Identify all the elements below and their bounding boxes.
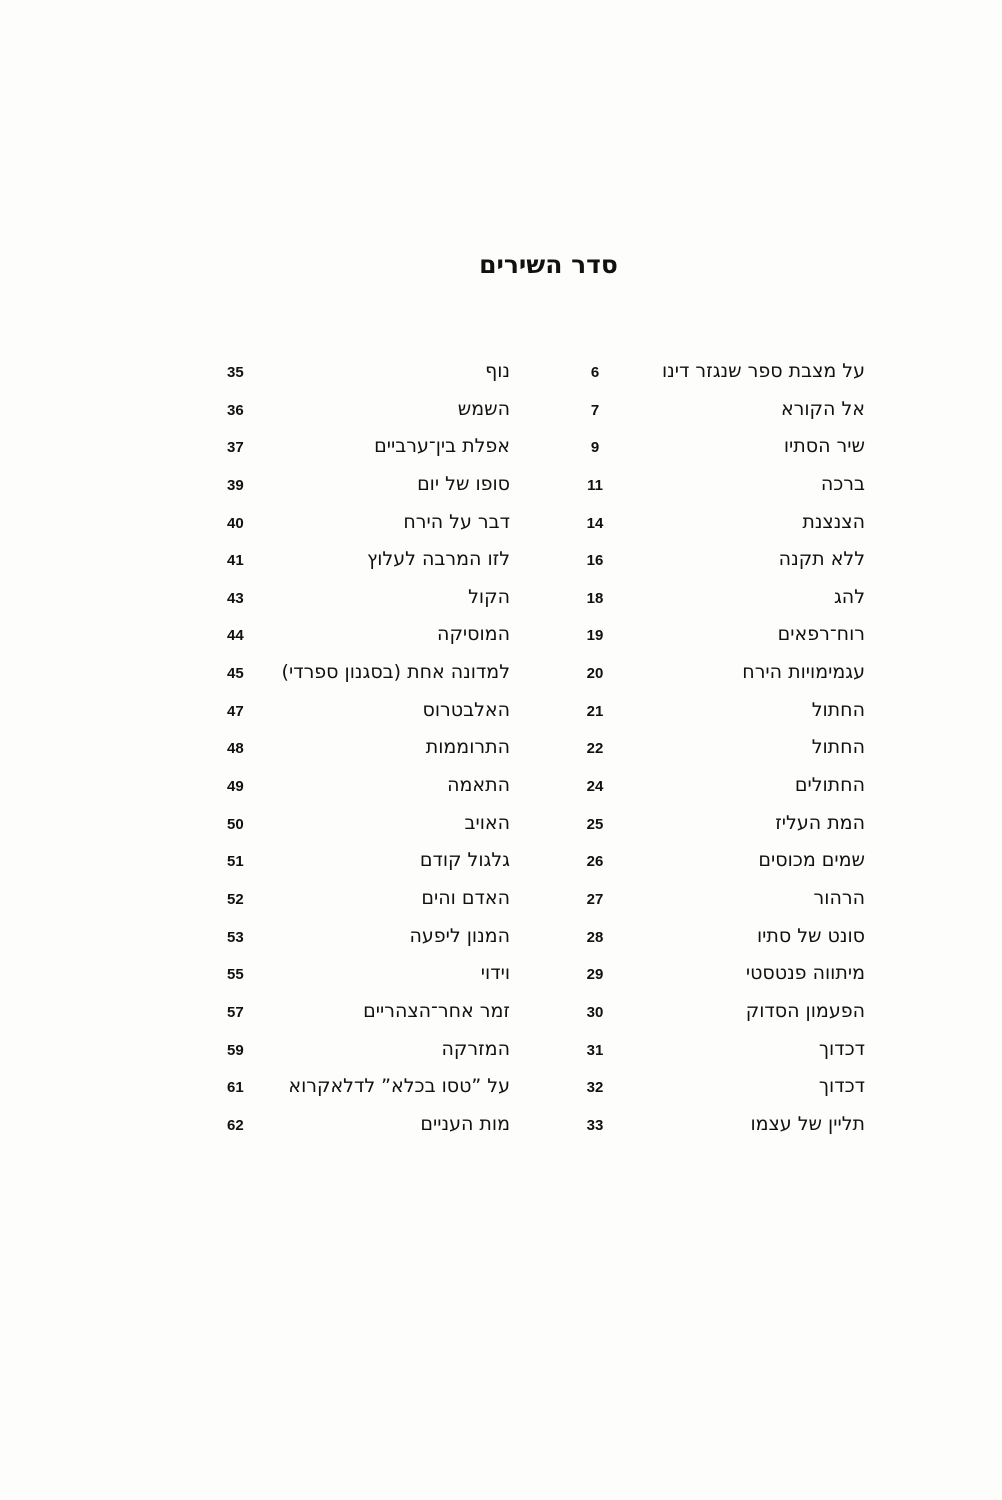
toc-entry-page-number: 36 [227, 401, 244, 419]
toc-entry [585, 770, 865, 808]
toc-entry-page-number: 25 [586, 815, 604, 833]
toc-entry-title: המת העליז [775, 811, 865, 834]
toc-entry-page-number: 31 [586, 1041, 604, 1059]
toc-entry [585, 431, 865, 469]
toc-entry [585, 1109, 865, 1147]
toc-entry [585, 356, 865, 394]
toc-entry-page-number: 11 [587, 476, 603, 494]
toc-entry-page-number: 53 [227, 928, 244, 946]
toc-entry-page-number: 49 [227, 778, 244, 796]
toc-entry-page-number: 20 [586, 665, 604, 683]
toc-entry-page-number: 43 [227, 589, 244, 607]
toc-entry-title: וידוי [480, 962, 510, 985]
toc-entry-title: סונט של סתיו [756, 924, 865, 947]
toc-entry [585, 732, 865, 770]
toc-entry [220, 1034, 510, 1072]
toc-entry-title: שיר הסתיו [783, 435, 865, 458]
toc-entry-page-number: 51 [227, 853, 244, 871]
toc-entry-title: שמים מכוסים [758, 849, 865, 872]
toc-entry-page-number: 24 [586, 778, 604, 796]
toc-entry-page-number: 47 [227, 702, 244, 720]
toc-entry-page-number: 19 [586, 627, 604, 645]
toc-entry-page-number: 48 [227, 740, 244, 758]
toc-entry-page-number: 33 [586, 1116, 604, 1134]
toc-entry [220, 883, 510, 921]
toc-entry-title: המוסיקה [437, 623, 510, 646]
toc-entry [220, 996, 510, 1034]
toc-entry [220, 695, 510, 733]
toc-entry-title: מות העניים [420, 1112, 510, 1135]
toc-entry [220, 958, 510, 996]
toc-entry-page-number: 18 [586, 589, 604, 607]
toc-entry [585, 394, 865, 432]
toc-entry [220, 356, 510, 394]
toc-entry [220, 394, 510, 432]
toc-entry-page-number: 28 [586, 928, 604, 946]
toc-entry-title: אל הקורא [780, 397, 865, 420]
toc-entry-title: לזו המרבה לעלוץ [367, 548, 510, 571]
toc-entry [220, 732, 510, 770]
toc-entry [220, 431, 510, 469]
toc-entry-title: זמר אחר־הצהריים [363, 999, 510, 1022]
toc-entry-title: השמש [457, 397, 510, 420]
toc-entry-page-number: 57 [227, 1003, 244, 1021]
toc-entry [585, 883, 865, 921]
toc-entry-title: החתולים [794, 774, 865, 797]
toc-entry [220, 808, 510, 846]
toc-entry-page-number: 21 [586, 702, 604, 720]
toc-entry [585, 996, 865, 1034]
toc-entry [585, 657, 865, 695]
toc-entry-page-number: 62 [227, 1116, 244, 1134]
toc-entry-title: התאמה [447, 774, 510, 797]
toc-entry-page-number: 14 [586, 514, 604, 532]
toc-entry [220, 770, 510, 808]
toc-entry-page-number: 41 [227, 552, 244, 570]
toc-entry-title: ברכה [820, 472, 865, 495]
toc-entry-page-number: 32 [586, 1079, 604, 1097]
toc-entry [585, 544, 865, 582]
toc-entry-page-number: 37 [227, 439, 244, 457]
toc-entry-title: המזרקה [441, 1037, 510, 1060]
toc-entry [585, 808, 865, 846]
toc-entry-page-number: 50 [227, 815, 244, 833]
toc-entry-title: להג [833, 585, 865, 608]
toc-entry [220, 845, 510, 883]
toc-entry [220, 1071, 510, 1109]
toc-entry [585, 958, 865, 996]
toc-entry-page-number: 35 [227, 364, 244, 381]
toc-entry [220, 921, 510, 959]
toc-entry-page-number: 59 [227, 1041, 244, 1059]
toc-entry-title: רוח־רפאים [777, 623, 865, 646]
toc-entry-title: על מצבת ספר שנגזר דינו [661, 360, 865, 382]
toc-entry-title: החתול [811, 736, 865, 759]
toc-entry-page-number: 27 [586, 890, 604, 908]
toc-entry-title: הרהור [813, 886, 865, 909]
toc-entry-title: האלבטרוס [422, 698, 510, 721]
toc-entry [220, 1109, 510, 1147]
toc-entry [585, 507, 865, 545]
toc-entry [585, 695, 865, 733]
toc-entry [220, 582, 510, 620]
toc-entry-title: סופו של יום [417, 472, 510, 495]
toc-entry-page-number: 39 [227, 476, 244, 494]
toc-entry-title: האדם והים [421, 886, 510, 909]
toc-entry [220, 619, 510, 657]
toc-entry-page-number: 40 [227, 514, 244, 532]
toc-entry-title: האויב [464, 811, 510, 834]
toc-entry [585, 619, 865, 657]
toc-entry-title: התרוממות [425, 736, 510, 759]
toc-entry-title: אפלת בין־ערביים [374, 435, 510, 458]
toc-entry [585, 845, 865, 883]
toc-entry [220, 544, 510, 582]
toc-entry [585, 1034, 865, 1072]
toc-entry-title: עגמימויות הירח [742, 661, 865, 684]
toc-entry-page-number: 22 [586, 740, 604, 758]
toc-entry [220, 507, 510, 545]
toc-entry-title: גלגול קודם [419, 849, 510, 872]
toc-entry [585, 469, 865, 507]
toc-column-left [220, 356, 510, 1146]
toc-entry [220, 469, 510, 507]
toc-entry-page-number: 44 [227, 627, 244, 645]
toc-entry-page-number: 9 [590, 439, 600, 457]
toc-entry-page-number: 61 [227, 1079, 244, 1097]
toc-entry-page-number: 7 [590, 401, 600, 419]
toc-entry-title: הקול [468, 585, 510, 608]
toc-entry-title: המנון ליפעה [409, 924, 510, 947]
toc-entry-title: על ”טסו בכלא” לדלאקרוא [288, 1075, 510, 1098]
toc-entry-page-number: 45 [227, 665, 244, 683]
toc-entry-title: ללא תקנה [778, 548, 865, 571]
toc-entry-title: מיתווה פנטסטי [745, 962, 865, 985]
toc-entry-page-number: 26 [586, 853, 604, 871]
toc-entry-page-number: 16 [586, 552, 604, 570]
toc-entry-title: תליין של עצמו [750, 1112, 865, 1135]
toc-entry-title: הפעמון הסדוק [745, 999, 865, 1022]
toc-entry-title: החתול [811, 698, 865, 721]
toc-entry [585, 582, 865, 620]
toc-entry [585, 1071, 865, 1109]
toc-entry-title: דבר על הירח [403, 510, 510, 533]
toc-entry-title: הצנצנת [802, 510, 865, 533]
toc-entry-page-number: 30 [586, 1003, 604, 1021]
toc-entry-title: דכדוך [818, 1037, 865, 1060]
toc-entry-title: דכדוך [818, 1075, 865, 1098]
toc-entry-page-number: 52 [227, 890, 244, 908]
page-title: סדר השירים [479, 250, 618, 279]
toc-column-right [585, 356, 865, 1146]
toc-entry-title: למדונה אחת (בסגנון ספרדי) [281, 661, 510, 684]
toc-entry [220, 657, 510, 695]
toc-entry [585, 921, 865, 959]
toc-entry-title: נוף [485, 360, 510, 382]
toc-entry-page-number: 6 [590, 364, 600, 381]
toc-entry-page-number: 55 [227, 966, 244, 984]
toc-entry-page-number: 29 [586, 966, 604, 984]
